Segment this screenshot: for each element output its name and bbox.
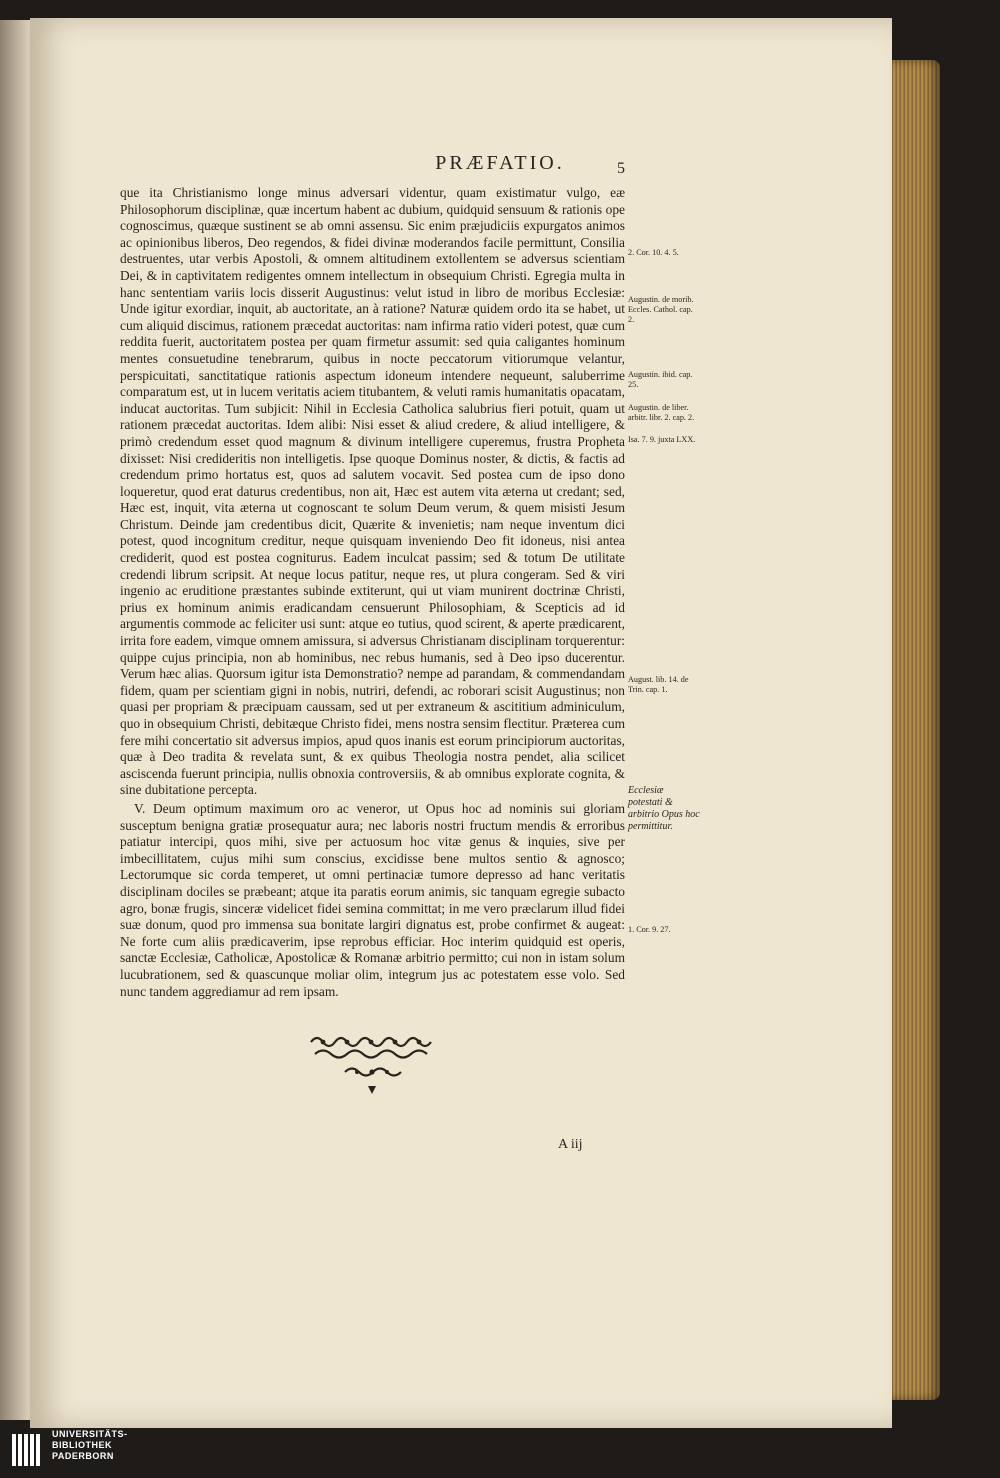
margin-note: Augustin. ibid. cap. 25. <box>628 370 693 389</box>
running-head: PRÆFATIO. <box>435 152 565 174</box>
margin-note: Ecclesiæ potestati & arbitrio Opus hoc permittitur. <box>628 785 700 832</box>
right-page-edge <box>888 60 940 1400</box>
margin-note: Isa. 7. 9. juxta LXX. <box>628 435 696 444</box>
signature-mark: A iij <box>558 1137 583 1152</box>
library-logo-line: UNIVERSITÄTS- <box>52 1429 128 1439</box>
library-logo-icon <box>8 1430 48 1470</box>
library-logo <box>4 1424 154 1476</box>
paragraph-praefatio: que ita Christianismo longe minus adversari videntur, quam existimatur vulgo, eæ Philosophorum disciplinæ, quæ incertum habent ac dubium, quidquid sensuum & rationis ope cognoscimus, quæque sustinent se ab omni assensu. Sic enim præjudiciis expurgatos animos ac opinionibus liberos, Deo regendos, & fidei divinæ moderandos facile permittunt, Consilia destruentes, utar verbis Apostoli, & omnem altitudinem extollentem se adversus scientiam Dei, & in captivitatem redigentes omnem intellectum in obsequium Christi. Egregia multa in hanc sententiam variis locis disserit Augustinus: velut istud in libro de moribus Ecclesiæ: Unde igitur exordiar, inquit, ab auctoritate, an à ratione? Naturæ quidem ordo ita se habet, ut cum aliquid discimus, rationem præcedat auctoritas: nam infirma ratio videri potest, quæ cum reddita fuerit, auctoritatem postea per quam firmetur assumit: sed quia caligantes hominum mentes consuetudine tenebrarum, quibus in nocte peccatorum vitiorumque velantur, perspicuitati, sanctitatique rationis aspectum idoneum intendere nequeunt, saluberrime comparatum est, ut in lucem veritatis aciem titubantem, & veluti ramis humanitatis opacatam, inducat auctoritas. Tum subjicit: Nihil in Ecclesia Catholica salubrius fieri potuit, quam ut rationem præcedat auctoritas. Idem alibi: Nisi esset & aliud credere, & aliud intelligere, & primò credendum esset quod magnum & divinum intelligere cuperemus, frustra Propheta dixisset: Nisi credideritis non intelligetis. Ipse quoque Dominus noster, & dictis, & factis ad credendum primo hortatus est, quos ad salutem vocavit. Sed postea cum de ipso dono loqueretur, quod erat daturus credentibus, non ait, Hæc est autem vita æterna ut credant; sed, Hæc est, inquit, vita æterna ut cognoscant te solum Deum verum, & quem misisti Jesum Christum. Deinde jam credentibus dicit, Quærite & invenietis; nam neque inventum dici potest, quod incognitum creditur, neque quisquam inveniendo Deo fit idoneus, nisi antea crediderit, quod est postea cogniturus. Eadem inculcat passim; sed & totum De utilitate credendi librum scripsit. At neque locus patitur, neque res, ut plura congeram. Sed & viri ingenio ac eruditione præstantes subinde extiterunt, qui ut viam munirent doctrinæ Christi, prius ex hominum animis eradicandam censuerunt Philosophiam, & Scepticis ad id argumentis commode ac feliciter usi sunt: atque eo tutius, quod scirent, & aperte prædicarent, irrita fore eadem, vimque omnem amissura, si adversus Christianam disciplinam torquerentur: quippe cujus principia, non ab hominibus, nec rebus humanis, sed à Deo ipso ducerentur. Verum hæc alias. Quorsum igitur ista Demonstratio? nempe ad parandam, & commendandam fidem, quam per scientiam gigni in nobis, nutriri, defendi, ac roborari scisit Augustinus; non quasi per propriam & præcipuam caussam, sed ut per extraneum & ascititium adminiculum, quo in obsequium Christi, debitæque Christo fidei, mens nostra sensim flectitur. Præterea cum fere mihi concertatio sit adversus impios, apud quos inanis est eorum principiorum auctoritas, quæ à Deo tradita & revelata sunt, & ex quibus Theologia nostra pendet, alia scilicet asciscenda fuerunt principia, nullis obnoxia controversiis, & ab omnibus explorate cognita, & sine dubitatione percepta. <box>120 185 625 798</box>
margin-note: August. lib. 14. de Trin. cap. 1. <box>628 675 689 694</box>
margin-note: 1. Cor. 9. 27. <box>628 925 671 934</box>
library-logo-line: BIBLIOTHEK <box>52 1440 112 1450</box>
page-number: 5 <box>617 160 625 177</box>
margin-note: 2. Cor. 10. 4. 5. <box>628 248 679 257</box>
library-logo-line: PADERBORN <box>52 1451 114 1461</box>
paragraph-v: V. Deum optimum maximum oro ac veneror, ut Opus hoc ad nominis sui gloriam susceptum benigna gratiæ prosequatur aura; nec laboris nostri fructum mendis & erroribus patiatur intercipi, quos mihi, sive per actuosum hoc vitæ genus & inquies, sive per imbecillitatem, cujus mihi sum conscius, excidisse bene multos sentio & agnosco; Lectorumque sic corda temperet, ut omni pertinaciæ tumore depresso ad hanc veritatis disciplinam dociles se præbeant; atque ita paratis eorum animis, sic tanquam egregie subacto agro, bonæ frugis, sinceræ videlicet fidei semina committat; in me vero præclarum illud fidei suæ donum, quod pro immensa sua bonitate largiri dignatus est, probe confirmet & augeat: Ne forte cum aliis prædicaverim, ipse reprobus efficiar. Hoc interim quidquid est operis, sanctæ Ecclesiæ, Catholicæ, Apostolicæ & Romanæ arbitrio permitto; cui non in istam solum lucubrationem, sed & quascunque moliar olim, integrum jus ac potestatem esse volo. Sed nunc tandem aggrediamur ad rem ipsam. <box>120 800 625 999</box>
ornament-tailpiece <box>305 1030 440 1102</box>
margin-note: Augustin. de morib. Eccles. Cathol. cap. 2. <box>628 295 694 324</box>
body-text <box>120 185 625 1000</box>
margin-note: Augustin. de liber. arbitr. libr. 2. cap. 2. <box>628 403 695 422</box>
